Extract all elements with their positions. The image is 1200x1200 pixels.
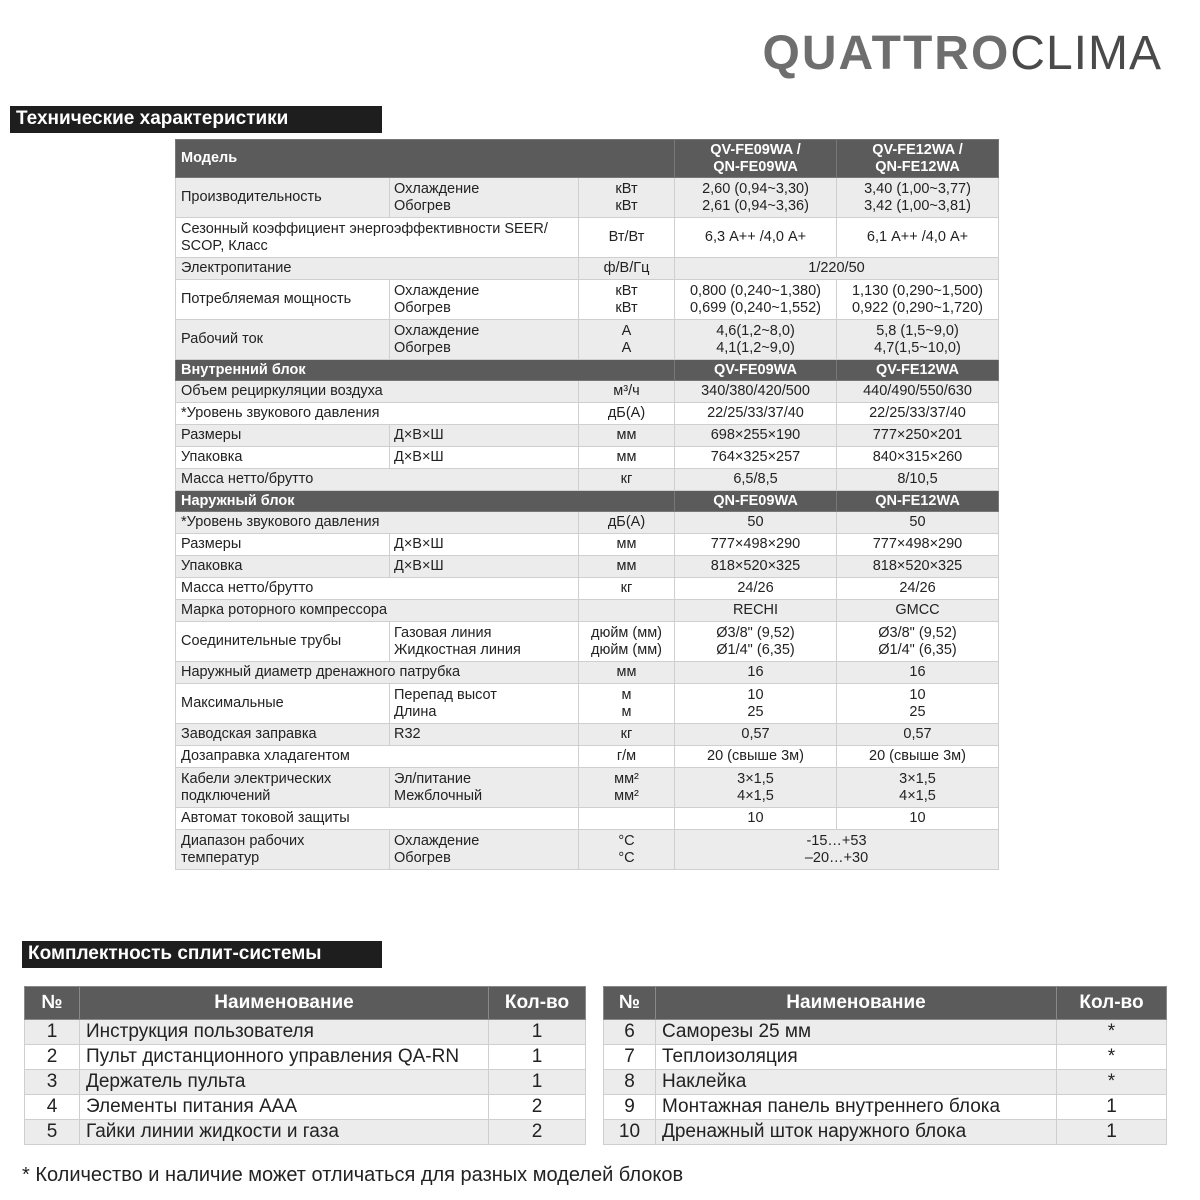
param-name: Рабочий ток: [176, 320, 390, 360]
kit-section-title: Комплектность сплит-системы: [22, 941, 382, 968]
spec-row: [176, 512, 999, 534]
kit-row: [25, 1120, 586, 1145]
spec-row: [176, 403, 999, 425]
param-unit: [579, 808, 675, 830]
param-unit: мм: [579, 425, 675, 447]
col-name: Наименование: [656, 987, 1057, 1020]
kit-row: [604, 1045, 1167, 1070]
param-name: Масса нетто/брутто: [176, 469, 579, 491]
kit-num: 1: [25, 1020, 80, 1045]
value-model-1: 4,6(1,2~8,0) 4,1(1,2~9,0): [675, 320, 837, 360]
kit-name: Пульт дистанционного управления QA-RN: [80, 1045, 489, 1070]
kit-qty: 2: [489, 1120, 586, 1145]
spec-row: [176, 622, 999, 662]
header-model-2: QN-FE12WA: [837, 491, 999, 512]
param-sub: Газовая линия Жидкостная линия: [390, 622, 579, 662]
value-model-2: 777×250×201: [837, 425, 999, 447]
kit-table-right: [603, 986, 1167, 1145]
value-model-1: 764×325×257: [675, 447, 837, 469]
param-unit: А А: [579, 320, 675, 360]
value-model-1: 10: [675, 808, 837, 830]
value-model-1: 10 25: [675, 684, 837, 724]
kit-table-left: [24, 986, 586, 1145]
kit-name: Инструкция пользователя: [80, 1020, 489, 1045]
value-model-1: 340/380/420/500: [675, 381, 837, 403]
value-model-1: 20 (свыше 3м): [675, 746, 837, 768]
spec-row: [176, 447, 999, 469]
col-num: №: [25, 987, 80, 1020]
param-name: Автомат токовой защиты: [176, 808, 579, 830]
spec-row: [176, 808, 999, 830]
value-model-2: 1,130 (0,290~1,500) 0,922 (0,290~1,720): [837, 280, 999, 320]
header-model-2: QV-FE12WA: [837, 360, 999, 381]
value-model-1: 6,3 А++ /4,0 А+: [675, 218, 837, 258]
spec-row: [176, 469, 999, 491]
value-model-1: Ø3/8" (9,52) Ø1/4" (6,35): [675, 622, 837, 662]
param-unit: мм: [579, 534, 675, 556]
kit-num: 10: [604, 1120, 656, 1145]
brand-logo: [763, 26, 1162, 81]
kit-qty: 1: [489, 1020, 586, 1045]
param-name: Дозаправка хладагентом: [176, 746, 579, 768]
kit-qty: *: [1057, 1020, 1167, 1045]
param-unit: дБ(А): [579, 512, 675, 534]
spec-row: [176, 320, 999, 360]
value-model-2: 3×1,5 4×1,5: [837, 768, 999, 808]
spec-row: [176, 662, 999, 684]
value-model-2: 50: [837, 512, 999, 534]
col-num: №: [604, 987, 656, 1020]
param-name: Потребляемая мощность: [176, 280, 390, 320]
value-model-2: 777×498×290: [837, 534, 999, 556]
param-sub: Д×В×Ш: [390, 447, 579, 469]
header-label: Наружный блок: [176, 491, 675, 512]
kit-qty: 1: [1057, 1120, 1167, 1145]
value-model-2: Ø3/8" (9,52) Ø1/4" (6,35): [837, 622, 999, 662]
value-model-1: 818×520×325: [675, 556, 837, 578]
kit-row: [604, 1070, 1167, 1095]
spec-row: [176, 830, 999, 870]
logo-part-1: QUATTRO: [762, 27, 1011, 80]
value-model-1: 24/26: [675, 578, 837, 600]
outdoor-header-row: [176, 491, 999, 512]
kit-qty: *: [1057, 1045, 1167, 1070]
spec-row: [176, 684, 999, 724]
param-unit: дБ(А): [579, 403, 675, 425]
spec-section-title: Технические характеристики: [10, 106, 382, 133]
value-model-2: 840×315×260: [837, 447, 999, 469]
kit-name: Теплоизоляция: [656, 1045, 1057, 1070]
kit-row: [25, 1070, 586, 1095]
value-model-1: 0,57: [675, 724, 837, 746]
param-name: Марка роторного компрессора: [176, 600, 579, 622]
param-unit: кг: [579, 724, 675, 746]
value-model-2: 24/26: [837, 578, 999, 600]
kit-num: 8: [604, 1070, 656, 1095]
param-sub: Охлаждение Обогрев: [390, 178, 579, 218]
kit-name: Монтажная панель внутреннего блока: [656, 1095, 1057, 1120]
kit-name: Гайки линии жидкости и газа: [80, 1120, 489, 1145]
kit-num: 7: [604, 1045, 656, 1070]
param-name: Упаковка: [176, 556, 390, 578]
value-model-2: 3,40 (1,00~3,77) 3,42 (1,00~3,81): [837, 178, 999, 218]
param-name: Объем рециркуляции воздуха: [176, 381, 579, 403]
param-unit: °С °С: [579, 830, 675, 870]
spec-row: [176, 280, 999, 320]
param-unit: кВт кВт: [579, 280, 675, 320]
value-model-2: 16: [837, 662, 999, 684]
logo-part-2: CLIMA: [1010, 27, 1162, 80]
kit-name: Держатель пульта: [80, 1070, 489, 1095]
param-unit: г/м: [579, 746, 675, 768]
value-model-2: 20 (свыше 3м): [837, 746, 999, 768]
header-label: Внутренний блок: [176, 360, 675, 381]
param-sub: R32: [390, 724, 579, 746]
indoor-header-row: [176, 360, 999, 381]
param-unit: ф/В/Гц: [579, 258, 675, 280]
value-model-1: 50: [675, 512, 837, 534]
value-model-1: RECHI: [675, 600, 837, 622]
spec-header-row: [176, 140, 999, 178]
kit-num: 9: [604, 1095, 656, 1120]
kit-num: 2: [25, 1045, 80, 1070]
value-model-1: 2,60 (0,94~3,30) 2,61 (0,94~3,36): [675, 178, 837, 218]
spec-row: [176, 178, 999, 218]
param-name: Упаковка: [176, 447, 390, 469]
kit-name: Наклейка: [656, 1070, 1057, 1095]
kit-qty: *: [1057, 1070, 1167, 1095]
param-name: Производительность: [176, 178, 390, 218]
param-name: *Уровень звукового давления: [176, 512, 579, 534]
kit-num: 3: [25, 1070, 80, 1095]
value-model-2: 818×520×325: [837, 556, 999, 578]
value-both: -15…+53 –20…+30: [675, 830, 999, 870]
param-name: Максимальные: [176, 684, 390, 724]
value-model-1: 6,5/8,5: [675, 469, 837, 491]
kit-name: Элементы питания ААА: [80, 1095, 489, 1120]
param-name: Наружный диаметр дренажного патрубка: [176, 662, 579, 684]
param-name: Электропитание: [176, 258, 579, 280]
param-sub: Охлаждение Обогрев: [390, 830, 579, 870]
param-unit: мм² мм²: [579, 768, 675, 808]
header-model-2: QV-FE12WA / QN-FE12WA: [837, 140, 999, 178]
value-model-1: 777×498×290: [675, 534, 837, 556]
kit-row: [604, 1020, 1167, 1045]
param-unit: м³/ч: [579, 381, 675, 403]
header-model-1: QV-FE09WA / QN-FE09WA: [675, 140, 837, 178]
param-unit: м м: [579, 684, 675, 724]
kit-num: 4: [25, 1095, 80, 1120]
spec-row: [176, 768, 999, 808]
kit-num: 6: [604, 1020, 656, 1045]
param-sub: Охлаждение Обогрев: [390, 320, 579, 360]
param-name: Диапазон рабочих температур: [176, 830, 390, 870]
param-name: *Уровень звукового давления: [176, 403, 579, 425]
kit-name: Саморезы 25 мм: [656, 1020, 1057, 1045]
spec-row: [176, 578, 999, 600]
value-both: 1/220/50: [675, 258, 999, 280]
param-unit: Вт/Вт: [579, 218, 675, 258]
footnote: * Количество и наличие может отличаться для разных моделей блоков: [22, 1164, 684, 1186]
value-model-2: 0,57: [837, 724, 999, 746]
value-model-2: 5,8 (1,5~9,0) 4,7(1,5~10,0): [837, 320, 999, 360]
param-unit: кг: [579, 469, 675, 491]
param-unit: кг: [579, 578, 675, 600]
value-model-2: 440/490/550/630: [837, 381, 999, 403]
value-model-2: 10: [837, 808, 999, 830]
kit-qty: 1: [1057, 1095, 1167, 1120]
value-model-1: 0,800 (0,240~1,380) 0,699 (0,240~1,552): [675, 280, 837, 320]
param-sub: Д×В×Ш: [390, 534, 579, 556]
param-sub: Д×В×Ш: [390, 556, 579, 578]
spec-row: [176, 746, 999, 768]
kit-qty: 2: [489, 1095, 586, 1120]
header-model-1: QV-FE09WA: [675, 360, 837, 381]
param-name: Сезонный коэффициент энергоэффективности SEER/ SCOP, Класс: [176, 218, 579, 258]
spec-row: [176, 258, 999, 280]
param-sub: Охлаждение Обогрев: [390, 280, 579, 320]
spec-row: [176, 381, 999, 403]
header-label: Модель: [176, 140, 675, 178]
param-unit: мм: [579, 556, 675, 578]
value-model-1: 3×1,5 4×1,5: [675, 768, 837, 808]
param-unit: мм: [579, 662, 675, 684]
param-name: Масса нетто/брутто: [176, 578, 579, 600]
value-model-2: 22/25/33/37/40: [837, 403, 999, 425]
spec-row: [176, 218, 999, 258]
kit-qty: 1: [489, 1045, 586, 1070]
col-name: Наименование: [80, 987, 489, 1020]
spec-row: [176, 425, 999, 447]
param-sub: Эл/питание Межблочный: [390, 768, 579, 808]
kit-qty: 1: [489, 1070, 586, 1095]
param-name: Заводская заправка: [176, 724, 390, 746]
kit-name: Дренажный шток наружного блока: [656, 1120, 1057, 1145]
col-qty: Кол-во: [489, 987, 586, 1020]
value-model-1: 698×255×190: [675, 425, 837, 447]
value-model-2: 6,1 А++ /4,0 А+: [837, 218, 999, 258]
param-name: Соединительные трубы: [176, 622, 390, 662]
param-unit: мм: [579, 447, 675, 469]
param-unit: [579, 600, 675, 622]
param-sub: Перепад высот Длина: [390, 684, 579, 724]
kit-row: [25, 1095, 586, 1120]
kit-row: [604, 1095, 1167, 1120]
value-model-2: 8/10,5: [837, 469, 999, 491]
param-name: Размеры: [176, 425, 390, 447]
param-sub: Д×В×Ш: [390, 425, 579, 447]
value-model-1: 22/25/33/37/40: [675, 403, 837, 425]
kit-row: [25, 1045, 586, 1070]
kit-row: [604, 1120, 1167, 1145]
param-unit: кВт кВт: [579, 178, 675, 218]
value-model-2: GMCC: [837, 600, 999, 622]
kit-num: 5: [25, 1120, 80, 1145]
spec-row: [176, 534, 999, 556]
value-model-2: 10 25: [837, 684, 999, 724]
kit-row: [25, 1020, 586, 1045]
spec-row: [176, 600, 999, 622]
param-unit: дюйм (мм) дюйм (мм): [579, 622, 675, 662]
header-model-1: QN-FE09WA: [675, 491, 837, 512]
param-name: Кабели электрических подключений: [176, 768, 390, 808]
param-name: Размеры: [176, 534, 390, 556]
col-qty: Кол-во: [1057, 987, 1167, 1020]
spec-table: [175, 139, 999, 870]
spec-row: [176, 556, 999, 578]
value-model-1: 16: [675, 662, 837, 684]
spec-row: [176, 724, 999, 746]
